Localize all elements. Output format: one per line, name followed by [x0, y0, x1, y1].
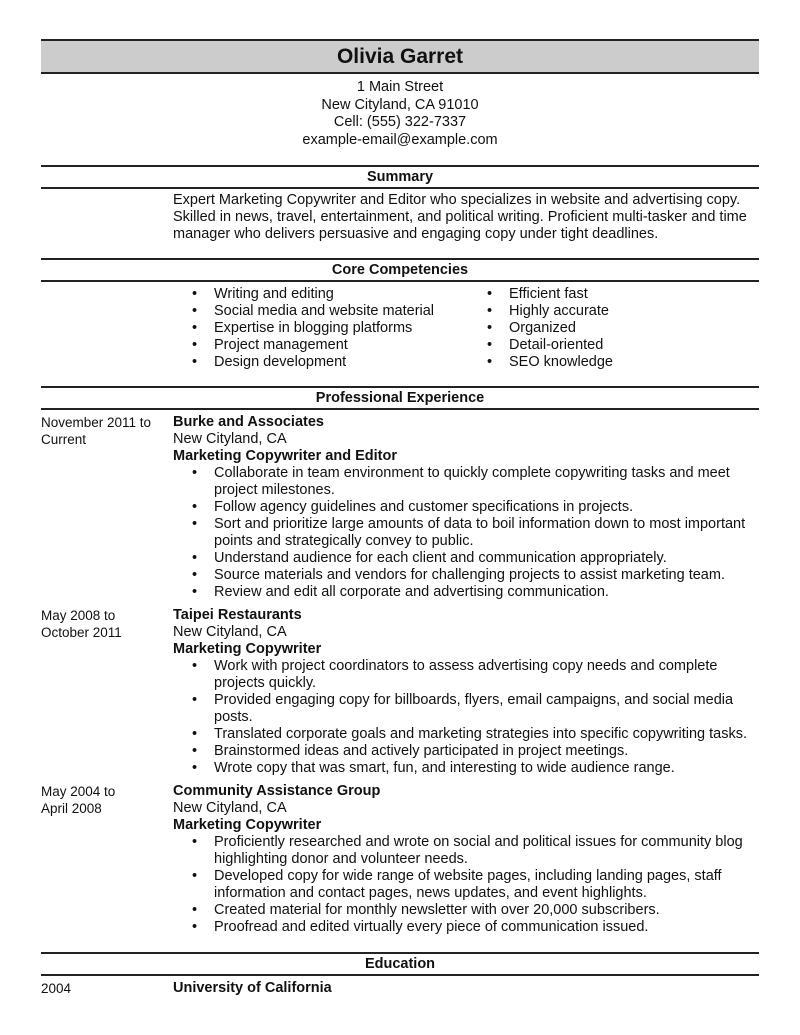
bullet-icon: •: [192, 743, 198, 759]
education-year: 2004: [41, 981, 72, 996]
section-heading-competencies: Core Competencies: [41, 258, 759, 282]
list-item: • Developed copy for wide range of website pages, including landing pages, staff information and contact pages, news updates, and event highlights.: [192, 868, 722, 901]
list-item: • Brainstormed ideas and actively participated in project meetings.: [192, 743, 629, 759]
bullet-icon: •: [192, 868, 198, 884]
list-item: • Collaborate in team environment to quickly complete copywriting tasks and meet project milestones.: [192, 465, 730, 498]
list-item: • Design development: [192, 354, 347, 370]
bullet-icon: •: [192, 354, 198, 370]
section-heading-experience: Professional Experience: [41, 386, 759, 410]
bullet-icon: •: [192, 465, 198, 481]
job-details: [173, 783, 763, 936]
section-heading-summary: Summary: [41, 165, 759, 189]
list-item: • Proofread and edited virtually every piece of communication issued.: [192, 919, 649, 935]
list-item: • Organized: [487, 320, 576, 336]
job-dates: November 2011 to Current: [41, 415, 152, 447]
bullet-icon: •: [192, 902, 198, 918]
address-line-1: 1 Main Street: [356, 79, 444, 95]
list-item: • Proficiently researched and wrote on social and political issues for community blog highlighting donor and volunteer needs.: [192, 834, 743, 867]
phone: Cell: (555) 322-7337: [333, 114, 467, 130]
list-item: • Review and edit all corporate and advertising communication.: [192, 584, 609, 600]
summary-line: manager who delivers persuasive and engaging copy under tight deadlines.: [173, 226, 659, 242]
bullet-icon: •: [192, 516, 198, 532]
school-name: University of California: [173, 980, 332, 996]
bullet-icon: •: [487, 354, 493, 370]
list-item: • Highly accurate: [487, 303, 609, 319]
bullet-icon: •: [192, 286, 198, 302]
bullet-icon: •: [192, 567, 198, 583]
job-title: Marketing Copywriter: [173, 817, 322, 833]
list-item: • Social media and website material: [192, 303, 435, 319]
list-item: • Work with project coordinators to assess advertising copy needs and complete projects quickly.: [192, 658, 718, 691]
list-item: • Wrote copy that was smart, fun, and interesting to wide audience range.: [192, 760, 675, 776]
list-item: • Understand audience for each client and communication appropriately.: [192, 550, 667, 566]
competencies-left: [192, 286, 435, 371]
job-details: [173, 414, 763, 601]
bullet-icon: •: [192, 337, 198, 353]
address-line-2: New Cityland, CA 91010: [321, 96, 479, 113]
bullet-icon: •: [192, 658, 198, 674]
list-item: • Created material for monthly newsletter with over 20,000 subscribers.: [192, 902, 660, 918]
bullet-icon: •: [192, 919, 198, 935]
job-location: New Cityland, CA: [173, 624, 287, 640]
list-item: • Provided engaging copy for billboards, flyers, email campaigns, and social media posts.: [192, 692, 734, 725]
list-item: • Writing and editing: [192, 286, 334, 302]
company-name: Burke and Associates: [173, 414, 324, 430]
job-dates: May 2008 to October 2011: [41, 608, 122, 640]
bullet-icon: •: [487, 303, 493, 319]
list-item: • Sort and prioritize large amounts of data to boil information down to most important points and strategically convey to public.: [192, 516, 746, 549]
contact-block: [41, 79, 759, 149]
bullet-icon: •: [192, 550, 198, 566]
job-details: [173, 607, 763, 777]
bullet-icon: •: [192, 726, 198, 742]
bullet-icon: •: [192, 584, 198, 600]
bullet-icon: •: [192, 499, 198, 515]
job-title: Marketing Copywriter and Editor: [173, 448, 397, 464]
summary-text: [173, 192, 759, 243]
list-item: • SEO knowledge: [487, 354, 613, 370]
bullet-icon: •: [487, 337, 493, 353]
bullet-icon: •: [192, 303, 198, 319]
candidate-name: Olivia Garret: [41, 39, 759, 74]
job-location: New Cityland, CA: [173, 431, 287, 447]
list-item: • Expertise in blogging platforms: [192, 320, 413, 336]
bullet-icon: •: [192, 692, 198, 708]
list-item: • Source materials and vendors for challenging projects to assist marketing team.: [192, 567, 725, 583]
list-item: • Detail-oriented: [487, 337, 604, 353]
summary-line: Skilled in news, travel, entertainment, and political writing. Proficient multi-tasker and time: [173, 209, 747, 225]
company-name: Taipei Restaurants: [173, 607, 302, 623]
bullet-icon: •: [192, 320, 198, 336]
job-bullets: [173, 834, 763, 936]
bullet-icon: •: [192, 834, 198, 850]
job-bullets: [173, 465, 763, 601]
competencies-right: [487, 286, 613, 371]
list-item: • Project management: [192, 337, 348, 353]
list-item: • Follow agency guidelines and customer specifications in projects.: [192, 499, 634, 515]
email: example-email@example.com: [302, 131, 498, 148]
company-name: Community Assistance Group: [173, 783, 381, 799]
job-location: New Cityland, CA: [173, 800, 287, 816]
summary-line: Expert Marketing Copywriter and Editor who specializes in website and advertising copy.: [173, 192, 741, 208]
bullet-icon: •: [487, 286, 493, 302]
bullet-icon: •: [487, 320, 493, 336]
bullet-icon: •: [192, 760, 198, 776]
list-item: • Translated corporate goals and marketing strategies into specific copywriting tasks.: [192, 726, 747, 742]
list-item: • Efficient fast: [487, 286, 588, 302]
job-dates: May 2004 to April 2008: [41, 784, 116, 816]
job-title: Marketing Copywriter: [173, 641, 322, 657]
job-bullets: [173, 658, 763, 777]
section-heading-education: Education: [41, 952, 759, 976]
